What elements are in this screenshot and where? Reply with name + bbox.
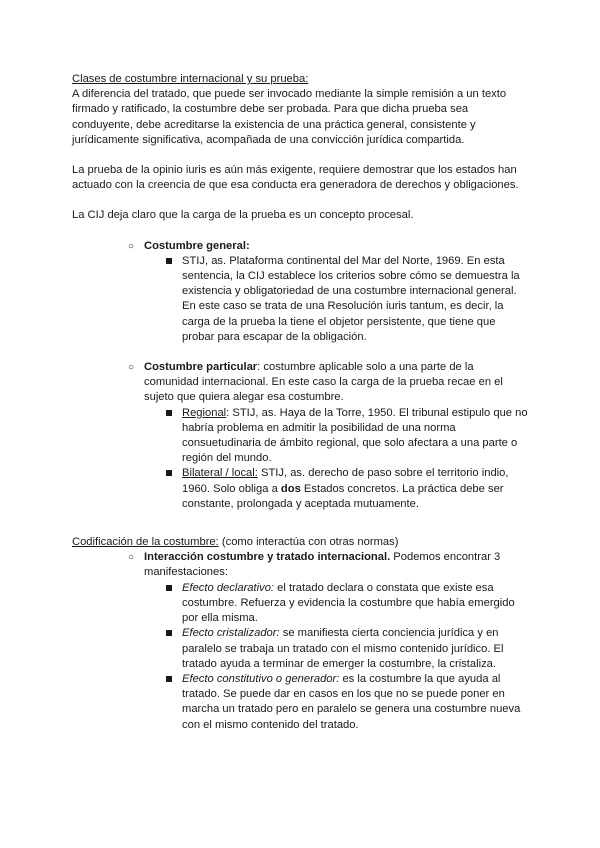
section-heading-codificacion <box>72 535 528 550</box>
list-item-bilateral <box>182 466 528 512</box>
document-page <box>72 72 528 733</box>
costumbre-particular-text: : costumbre aplicable solo a una parte de la comunidad internacional. En este caso la carga de la prueba recae en el sujeto que quiera alegar esa costumbre. <box>144 361 503 404</box>
regional-text: : STIJ, as. Haya de la Torre, 1950. El tribunal estipulo que no habría problema en admitir la posibilidad de una norma consuetudinaria de ámbito regional, que solo afectara a una parte o región del mundo. <box>182 406 528 465</box>
square-bullet <box>166 410 172 416</box>
list-item-interaccion <box>128 550 528 580</box>
list-item-costumbre-general <box>128 239 528 254</box>
hollow-circle-bullet: ○ <box>128 240 135 252</box>
codificacion-note: (como interactúa con otras normas) <box>218 536 399 549</box>
square-bullet <box>166 585 172 591</box>
paragraph-opinio-iuris: La prueba de la opinio iuris es aún más exigente, requiere demostrar que los estados han actuado con la creencia de que esa conducta era generadora de derechos y obligaciones. <box>72 164 519 192</box>
list-item-constitutivo <box>182 672 528 733</box>
declarativo-label: Efecto declarativo: <box>182 581 275 594</box>
plataforma-continental-text: STIJ, as. Plataforma continental del Mar del Norte, 1969. En esta sentencia, la CIJ establece los criterios sobre cómo se demuestra la existencia y obligatoriedad de una costumbre internacional general. En este caso se trata de una Resolución iuris tantum, es decir, la carga de la prueba la tiene el objetor persistente, que tiene que probar para escapar de la obligación. <box>182 254 520 343</box>
list-item-costumbre-particular <box>128 360 528 406</box>
square-bullet <box>166 470 172 476</box>
list-item-cristalizador <box>182 626 528 672</box>
hollow-circle-bullet: ○ <box>128 362 135 374</box>
constitutivo-text: es la costumbre la que ayuda al tratado. Se puede dar en casos en los que no se puede poner en marcha un tratado pero en paralelo se genera una costumbre nueva con el mismo contenido del tratado. <box>182 672 521 731</box>
paragraph-cij-carga: La CIJ deja claro que la carga de la prueba es un concepto procesal. <box>72 209 414 222</box>
declarativo-text: el tratado declara o constata que existe esa costumbre. Refuerza y evidencia la costumbre que había emergido por ella misma. <box>182 581 515 625</box>
list-item-regional <box>182 406 528 467</box>
regional-label: Regional <box>182 406 227 419</box>
interaccion-text: Podemos encontrar 3 manifestaciones: <box>144 551 501 579</box>
square-bullet <box>166 630 172 636</box>
list-item-declarativo <box>182 581 528 627</box>
cristalizador-text: se manifiesta cierta conciencia jurídica y en paralelo se trabaja un tratado con el mismo contenido jurídico. El tratado ayuda a terminar de emerger la costumbre, la cristaliza. <box>182 627 504 670</box>
bilateral-bold-dos: dos <box>280 482 301 495</box>
constitutivo-label: Efecto constitutivo o generador: <box>182 672 340 685</box>
paragraph-prueba-costumbre: A diferencia del tratado, que puede ser invocado mediante la simple remisión a un texto firmado y ratificado, la costumbre debe ser probada. Para que dicha prueba sea conduyente, debe acreditarse la existencia de una práctica general, consistente y jurídicamente significativa, acompañada de una convicción jurídica compartida. <box>72 88 507 146</box>
codificacion-heading: Codificación de la costumbre: <box>72 536 219 549</box>
section-heading-clases: Clases de costumbre internacional y su prueba: <box>72 73 309 85</box>
bilateral-text-a: STIJ, as. derecho de paso sobre el territorio indio, 1960. Solo obliga a <box>182 467 509 495</box>
hollow-circle-bullet: ○ <box>128 552 135 564</box>
interaccion-title: Interacción costumbre y tratado internacional. <box>144 551 391 564</box>
list-item-plataforma-continental <box>182 254 528 345</box>
square-bullet <box>166 676 172 682</box>
bilateral-text-b: Estados concretos. La práctica debe ser constante, prolongada y aceptada mutuamente. <box>182 482 504 510</box>
square-bullet <box>166 258 172 264</box>
costumbre-particular-title: Costumbre particular <box>144 361 258 374</box>
costumbre-general-title: Costumbre general: <box>144 239 250 252</box>
cristalizador-label: Efecto cristalizador: <box>182 627 280 640</box>
bilateral-label: Bilateral / local: <box>182 467 258 480</box>
